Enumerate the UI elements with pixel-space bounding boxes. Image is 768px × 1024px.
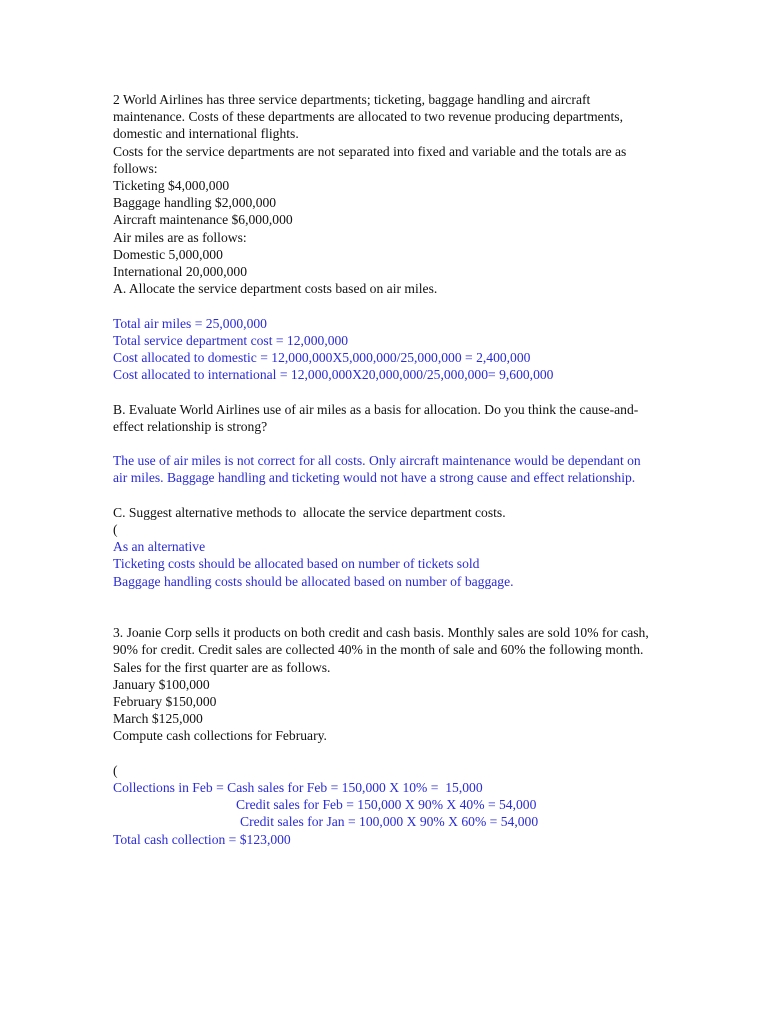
q2-answer-b: The use of air miles is not correct for all costs. Only aircraft maintenance would be dependant on air miles. Baggage handling and ticketing would not have a strong cause and effect relationship. — [113, 453, 641, 486]
q2-part-c: C. Suggest alternative methods to allocate the service department costs. — [113, 504, 506, 520]
q2-answer-a-line: Total air miles = 25,000,000 — [113, 315, 267, 331]
spacer — [113, 435, 658, 452]
q2-answer-a-line: Cost allocated to international = 12,000,000X20,000,000/25,000,000= 9,600,000 — [113, 367, 554, 383]
q3-sales-march: March $125,000 — [113, 711, 203, 727]
spacer — [113, 590, 658, 607]
q2-answer-c-line: Baggage handling costs should be allocated based on number of baggage. — [113, 573, 514, 589]
q2-answer-a-line: Cost allocated to domestic = 12,000,000X5,000,000/25,000,000 = 2,400,000 — [113, 350, 531, 366]
q3-paren: ( — [113, 762, 118, 778]
q3-sales-january: January $100,000 — [113, 676, 210, 692]
document-page — [113, 91, 658, 848]
q3-answer-total: Total cash collection = $123,000 — [113, 831, 291, 847]
q2-cost-aircraft: Aircraft maintenance $6,000,000 — [113, 212, 293, 228]
q2-miles-domestic: Domestic 5,000,000 — [113, 246, 223, 262]
q2-cost-ticketing: Ticketing $4,000,000 — [113, 178, 230, 194]
q2-answer-a-line: Total service department cost = 12,000,000 — [113, 332, 349, 348]
q3-task: Compute cash collections for February. — [113, 728, 327, 744]
spacer — [113, 297, 658, 314]
q2-answer-c-line: As an alternative — [113, 539, 206, 555]
q2-part-a: A. Allocate the service department costs based on air miles. — [113, 281, 438, 297]
q2-cost-baggage: Baggage handling $2,000,000 — [113, 195, 277, 211]
q3-sales-february: February $150,000 — [113, 694, 217, 710]
q3-answer-line1: Collections in Feb = Cash sales for Feb = 150,000 X 10% = 15,000 — [113, 780, 483, 796]
spacer — [113, 487, 658, 504]
spacer — [113, 383, 658, 400]
q2-miles-international: International 20,000,000 — [113, 264, 248, 280]
q3-answer-line2: Credit sales for Feb = 150,000 X 90% X 40% = 54,000 — [236, 797, 537, 813]
q2-paren-c: ( — [113, 522, 118, 538]
q2-intro: 2 World Airlines has three service departments; ticketing, baggage handling and aircraft maintenance. Costs of these departments are allocated to two revenue producing departments, domestic and international flights. — [113, 92, 623, 142]
spacer — [113, 745, 658, 762]
q2-costs-intro: Costs for the service departments are not separated into fixed and variable and the totals are as follows: — [113, 143, 627, 176]
spacer — [113, 607, 658, 624]
q2-miles-intro: Air miles are as follows: — [113, 229, 247, 245]
q2-answer-c-line: Ticketing costs should be allocated based on number of tickets sold — [113, 556, 480, 572]
q3-intro: 3. Joanie Corp sells it products on both credit and cash basis. Monthly sales are sold 10% for cash, 90% for credit. Credit sales are collected 40% in the month of sale and 60% the following month. Sales for the first quarter are as follows. — [113, 625, 649, 675]
q2-part-b: B. Evaluate World Airlines use of air miles as a basis for allocation. Do you think the cause-and-effect relationship is strong? — [113, 401, 639, 434]
q3-answer-line3: Credit sales for Jan = 100,000 X 90% X 60% = 54,000 — [240, 814, 539, 830]
